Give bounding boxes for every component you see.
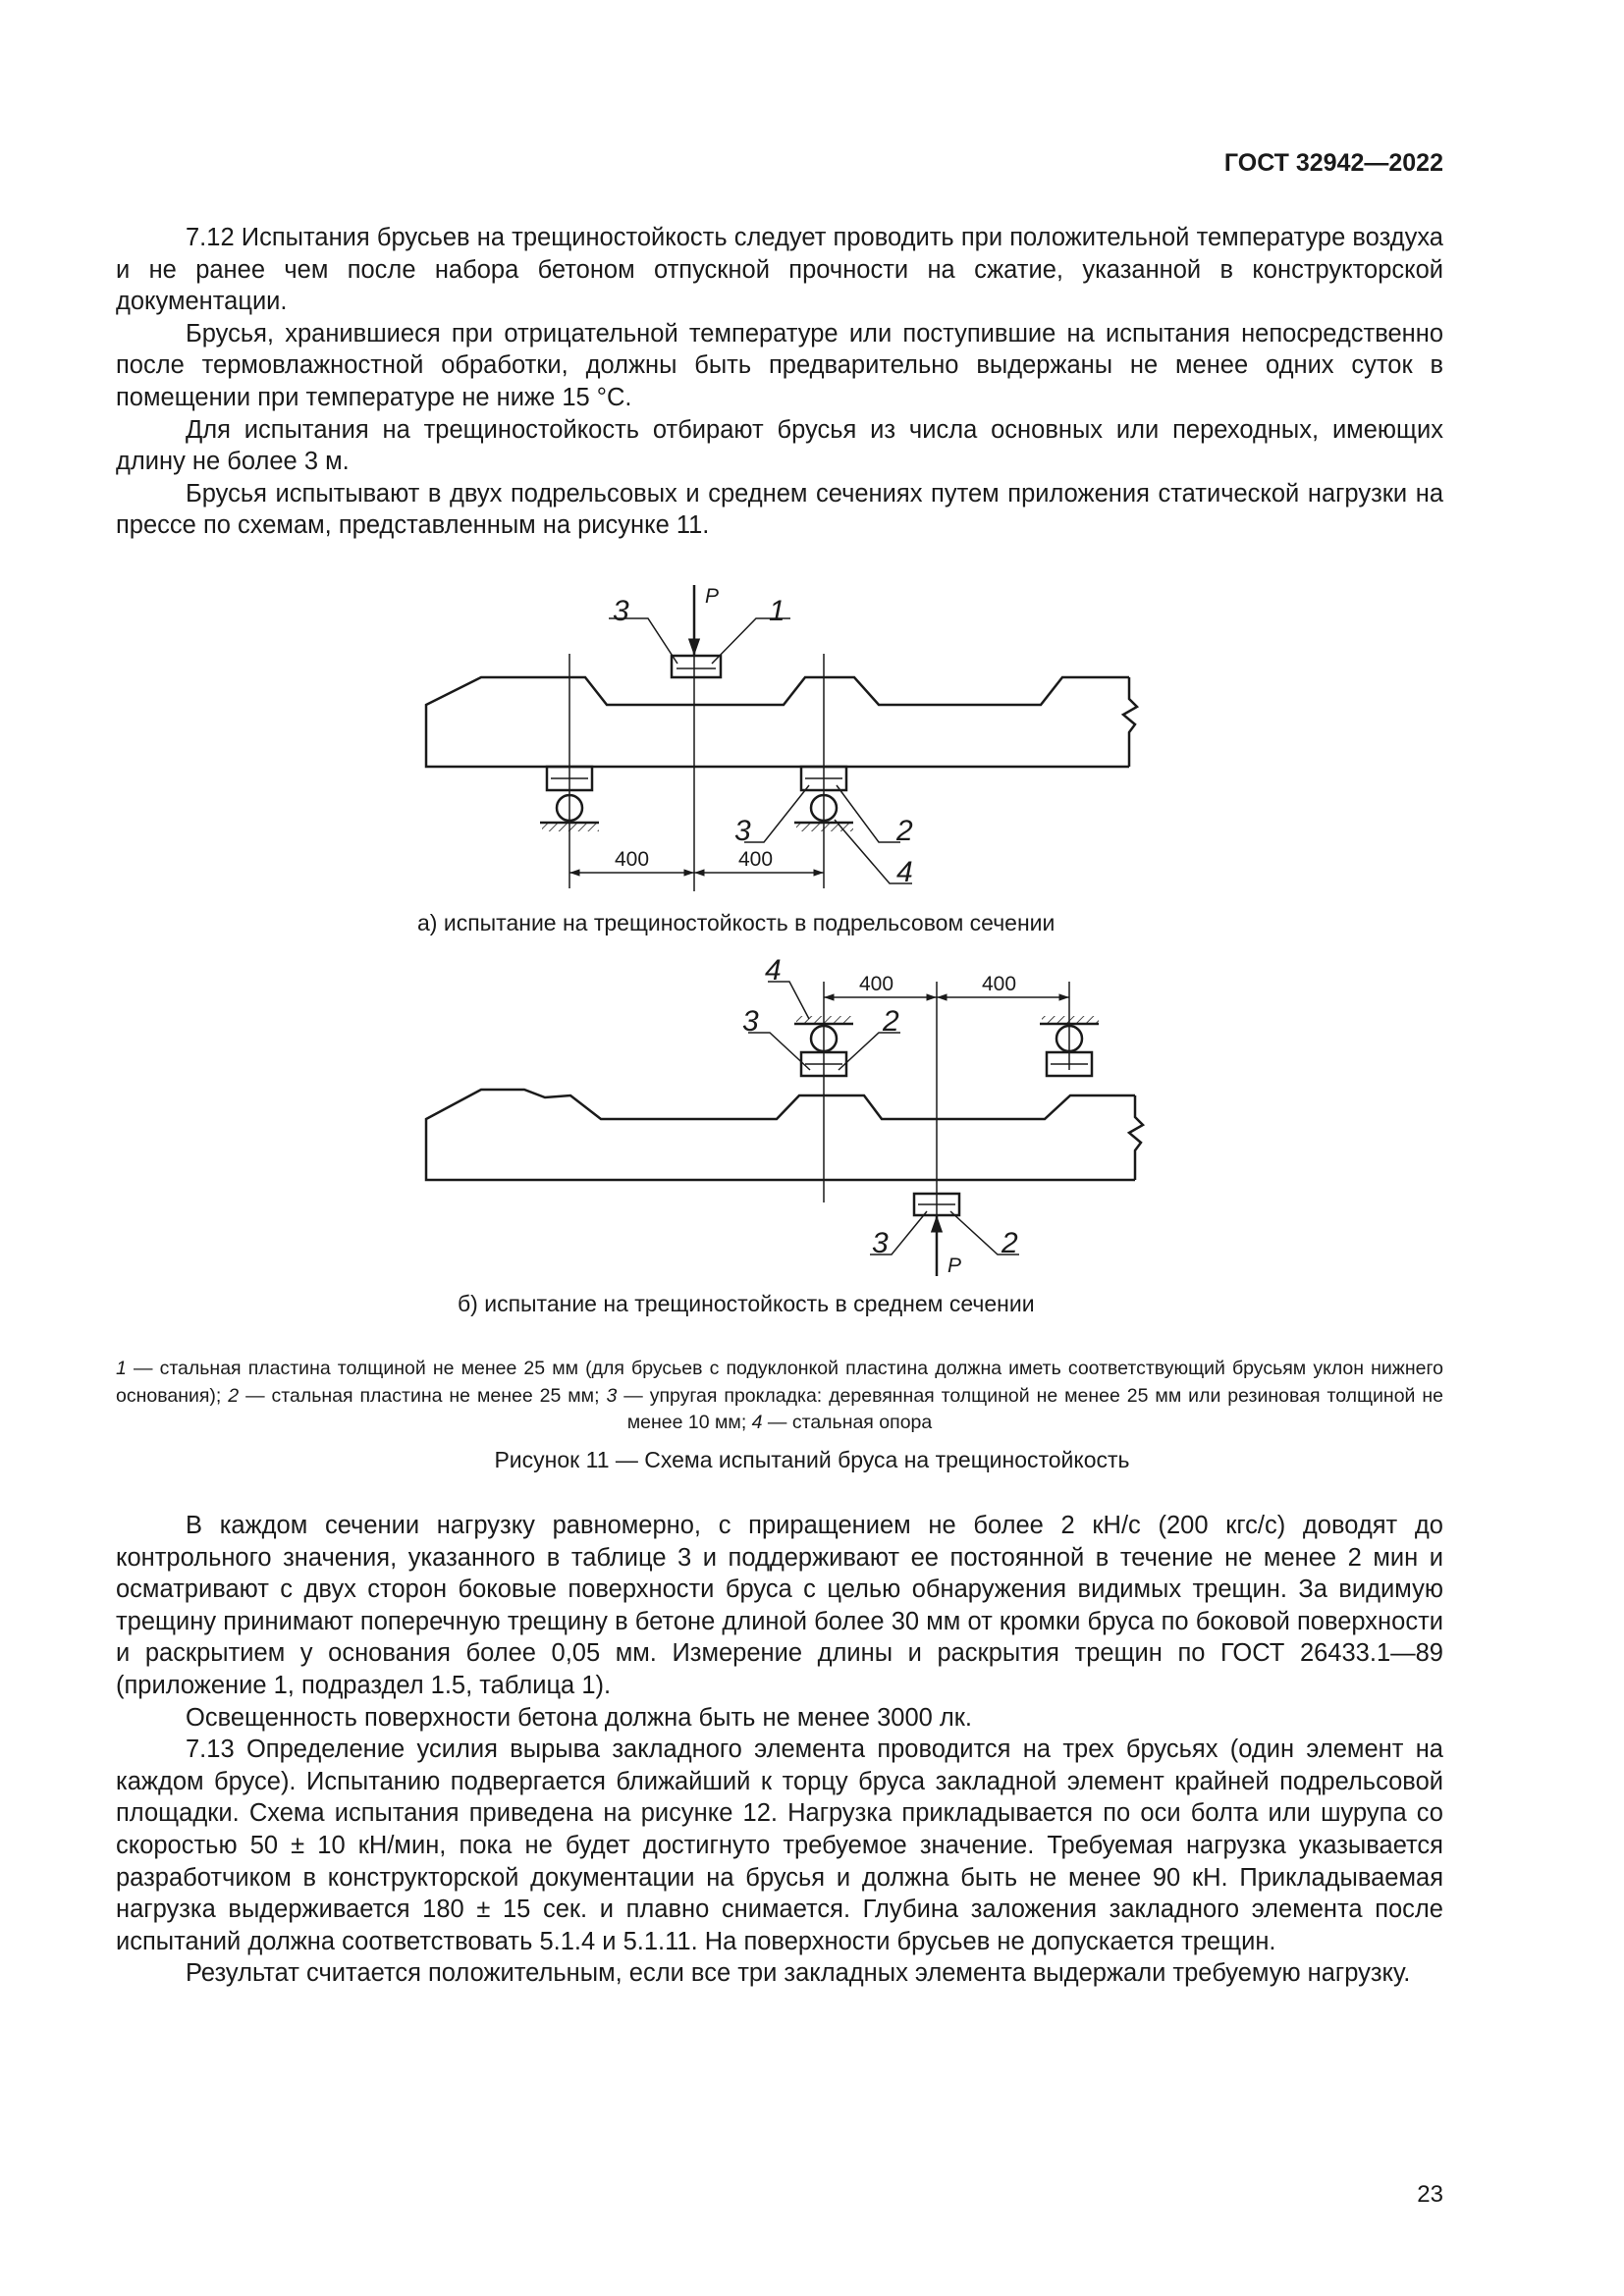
figure-caption-b: б) испытание на трещиностойкость в среднем сечении [458, 1291, 1035, 1316]
load-label-b: P [947, 1255, 962, 1277]
figure-legend [116, 1356, 1443, 1437]
callout-1-a: 1 [769, 595, 785, 627]
callout-2-a: 2 [896, 815, 913, 847]
standard-header: ГОСТ 32942—2022 [1223, 149, 1443, 177]
body-text [116, 1510, 1443, 1990]
legend-text: — упругая прокладка: деревянная толщиной не менее 25 мм или резиновая толщиной не менее 10 мм; [617, 1384, 1443, 1433]
dimension-left-a: 400 [615, 848, 650, 871]
paragraph: 7.12 Испытания брусьев на трещиностойкость следует проводить при положительной температуре воздуха и не ранее чем после набора бетоном отпускной прочности на сжатие, указанной в конструкторской документации. [116, 224, 1443, 316]
legend-number: 4 [751, 1412, 763, 1433]
paragraph: Результат считается положительным, если все три закладных элемента выдержали требуемую нагрузку. [186, 1959, 1411, 1988]
sleeper-outline-a [426, 677, 1129, 767]
figure-caption-a: а) испытание на трещиностойкость в подрельсовом сечении [417, 910, 1056, 935]
diagram-part-a [426, 585, 1137, 891]
legend-text: — стальная опора [762, 1412, 933, 1433]
diagram-part-b [426, 982, 1143, 1276]
callout-4-b: 4 [765, 954, 782, 987]
break-line-a [1123, 677, 1137, 767]
paragraph: 7.13 Определение усилия вырыва закладного элемента проводится на трех брусьях (один элемент на каждом брусе). Испытанию подвергается ближайший к торцу бруса закладной элемент крайней подрельсовой площадки. Схема испытания приведена на рисунке 12. Нагрузка прикладывается по оси болта или шурупа со скоростью 50 ± 10 кН/мин, пока не будет достигнуто требуемое значение. Требуемая нагрузка указывается разработчиком в конструкторской документации на брусья и должна быть не менее 90 кН. Прикладываемая нагрузка выдерживается 180 ± 15 сек. и плавно снимается. Глубина заложения закладного элемента после испытаний должна соответствовать 5.1.4 и 5.1.11. На поверхности брусьев не допускается трещин. [116, 1735, 1443, 1955]
break-line-b [1129, 1095, 1143, 1180]
dimension-right-a: 400 [738, 848, 774, 871]
figure-title: Рисунок 11 — Схема испытаний бруса на трещиностойкость [494, 1447, 1130, 1472]
paragraph: Для испытания на трещиностойкость отбирают брусья из числа основных или переходных, имеющих длину не более 3 м. [116, 415, 1443, 476]
load-label-a: P [705, 585, 720, 608]
dimension-left-b: 400 [859, 973, 894, 995]
dimension-right-b: 400 [982, 973, 1017, 995]
legend-number: 1 [116, 1358, 127, 1379]
legend-number: 2 [228, 1384, 240, 1407]
load-plate-top-a [672, 656, 721, 677]
callout-2-bottom-b: 2 [1001, 1227, 1018, 1259]
callout-4-a: 4 [896, 856, 913, 888]
paragraph: Освещенность поверхности бетона должна быть не менее 3000 лк. [186, 1703, 973, 1732]
legend-text: — стальная пластина толщиной не менее 25 мм (для брусьев с подуклонкой пластина должна иметь соответствующий брусьям уклон нижнего основания); [116, 1358, 1443, 1407]
paragraph: Брусья, хранившиеся при отрицательной температуре или поступившие на испытания непосредственно после термовлажностной обработки, должны быть предварительно выдержаны не менее одних суток в помещении при температуре не ниже 15 °С. [116, 319, 1443, 411]
legend-text: — стальная пластина не менее 25 мм; [239, 1384, 607, 1407]
page-number: 23 [1417, 2181, 1443, 2208]
paragraph: В каждом сечении нагрузку равномерно, с приращением не более 2 кН/с (200 кгс/с) доводят до контрольного значения, указанного в таблице 3 и поддерживают ее постоянной в течение не менее 2 мин и осматривают с двух сторон боковые поверхности бруса с целью обнаружения видимых трещин. За видимую трещину принимают поперечную трещину в бетоне длиной более 30 мм от кромки бруса по боковой поверхности и раскрытием у основания более 0,05 мм. Измерение длины и раскрытия трещин по ГОСТ 26433.1—89 (приложение 1, подраздел 1.5, таблица 1). [116, 1512, 1443, 1699]
paragraph: Брусья испытывают в двух подрельсовых и среднем сечениях путем приложения статической нагрузки на прессе по схемам, представленным на рисунке 11. [116, 479, 1443, 540]
sleeper-outline-b [426, 1090, 1135, 1180]
callout-3-bottom-b: 3 [872, 1227, 889, 1259]
callout-3-top-a: 3 [613, 595, 629, 627]
legend-number: 3 [606, 1384, 618, 1407]
callout-2-top-b: 2 [883, 1005, 899, 1038]
callout-3-bottom-a: 3 [734, 815, 751, 847]
callout-3-top-b: 3 [742, 1005, 759, 1038]
